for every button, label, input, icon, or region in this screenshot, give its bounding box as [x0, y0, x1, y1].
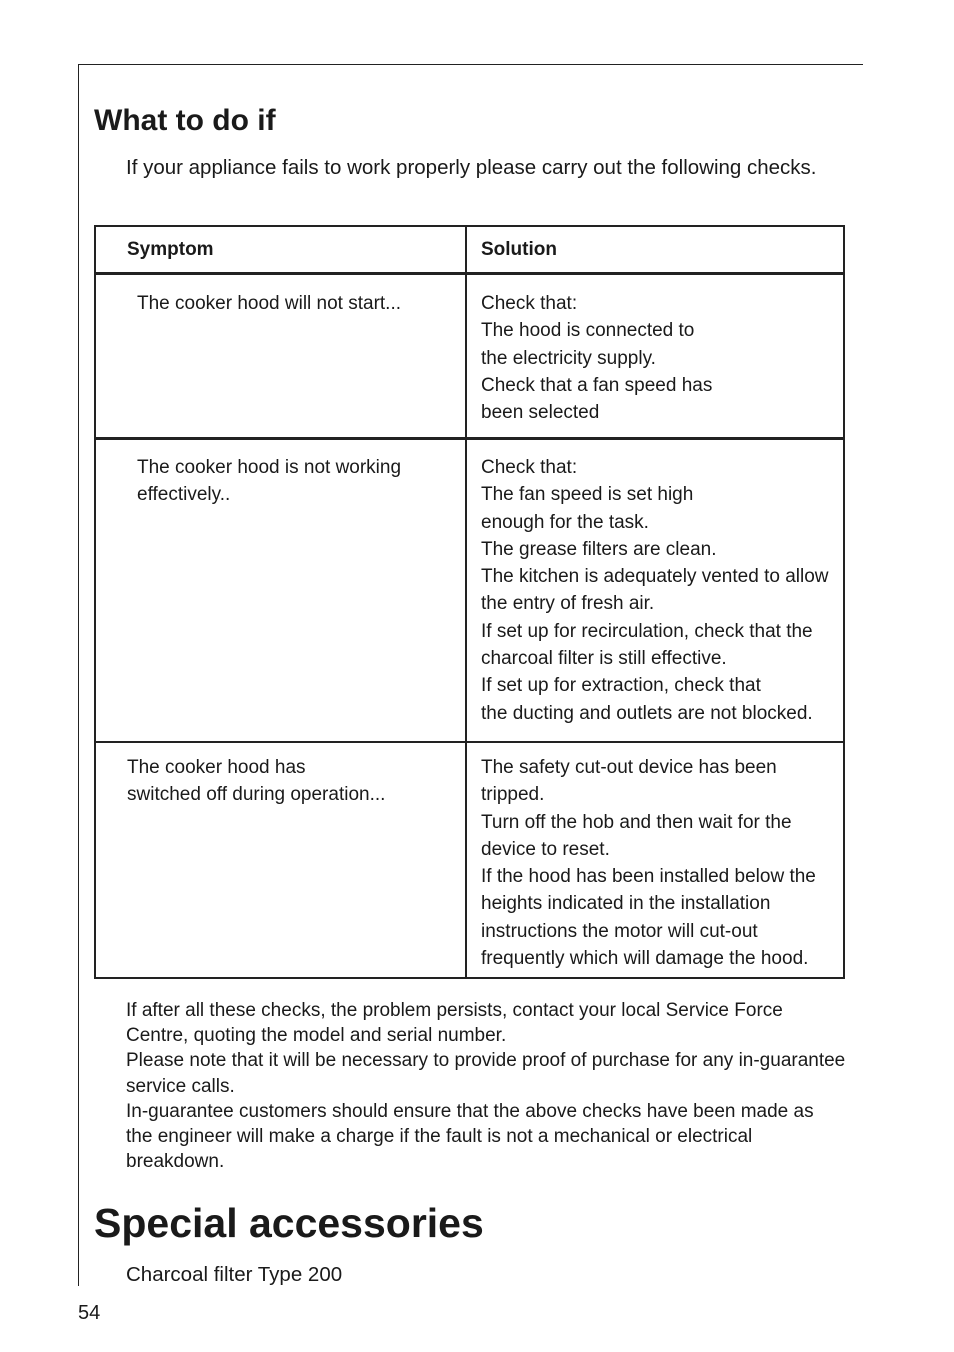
header-symptom: Symptom	[127, 239, 214, 260]
solution-line: been selected	[481, 402, 600, 424]
symptom-line: effectively..	[137, 484, 231, 506]
solution-line: Check that a fan speed has	[481, 374, 713, 396]
symptom-line: The cooker hood is not working	[137, 457, 402, 478]
note-line: breakdown.	[126, 1151, 225, 1173]
solution-line: the ducting and outlets are not blocked.	[481, 702, 813, 724]
note-line: Please note that it will be necessary to provide proof of purchase for any in-guarantee	[126, 1050, 846, 1072]
note-line: If after all these checks, the problem persists, contact your local Service Force	[126, 1000, 783, 1021]
row-2-symptom	[137, 454, 401, 509]
note-line: service calls.	[126, 1075, 235, 1097]
solution-line: charcoal filter is still effective.	[481, 648, 727, 670]
solution-line: Check that:	[481, 457, 578, 478]
solution-line: Check that:	[481, 293, 578, 314]
solution-line: Turn off the hob and then wait for the	[481, 811, 792, 833]
solution-line: If set up for recirculation, check that the	[481, 620, 813, 642]
row-1-symptom	[137, 290, 401, 317]
symptom-line: switched off during operation...	[127, 784, 386, 806]
solution-line: The kitchen is adequately vented to allow	[481, 566, 829, 588]
solution-line: If set up for extraction, check that	[481, 675, 761, 697]
solution-line: heights indicated in the installation	[481, 893, 771, 915]
section-title-what-to-do: What to do if	[94, 104, 276, 137]
service-notes	[126, 998, 846, 1174]
solution-line: If the hood has been installed below the	[481, 866, 816, 888]
note-line: the engineer will make a charge if the fault is not a mechanical or electrical	[126, 1126, 753, 1148]
solution-line: the entry of fresh air.	[481, 593, 655, 615]
solution-line: instructions the motor will cut-out	[481, 920, 758, 942]
note-line: Centre, quoting the model and serial number.	[126, 1025, 507, 1047]
note-line: In-guarantee customers should ensure that the above checks have been made as	[126, 1100, 814, 1122]
intro-text: If your appliance fails to work properly please carry out the following checks.	[126, 156, 817, 179]
solution-line: The hood is connected to	[481, 320, 695, 342]
symptom-line: The cooker hood has	[127, 757, 306, 778]
solution-line: The fan speed is set high	[481, 484, 694, 506]
solution-line: the electricity supply.	[481, 347, 656, 369]
row-3-solution	[481, 754, 816, 972]
header-solution: Solution	[481, 239, 557, 260]
troubleshooting-table	[94, 225, 845, 979]
solution-line: The grease filters are clean.	[481, 538, 717, 560]
column-divider	[465, 227, 467, 977]
header-divider	[96, 272, 843, 275]
left-rule	[78, 64, 79, 1286]
solution-line: frequently which will damage the hood.	[481, 948, 809, 970]
accessory-item: Charcoal filter Type 200	[126, 1263, 343, 1286]
row-divider	[96, 741, 843, 743]
top-rule	[78, 64, 863, 65]
solution-line: enough for the task.	[481, 511, 649, 533]
solution-line: device to reset.	[481, 838, 610, 860]
row-1-solution	[481, 290, 712, 426]
row-divider	[96, 437, 843, 440]
row-2-solution	[481, 454, 829, 727]
section-title-special-accessories: Special accessories	[94, 1200, 484, 1246]
solution-line: The safety cut-out device has been	[481, 757, 777, 778]
symptom-line: The cooker hood will not start...	[137, 293, 402, 314]
solution-line: tripped.	[481, 784, 545, 806]
page-number: 54	[78, 1302, 101, 1324]
row-3-symptom	[127, 754, 385, 809]
